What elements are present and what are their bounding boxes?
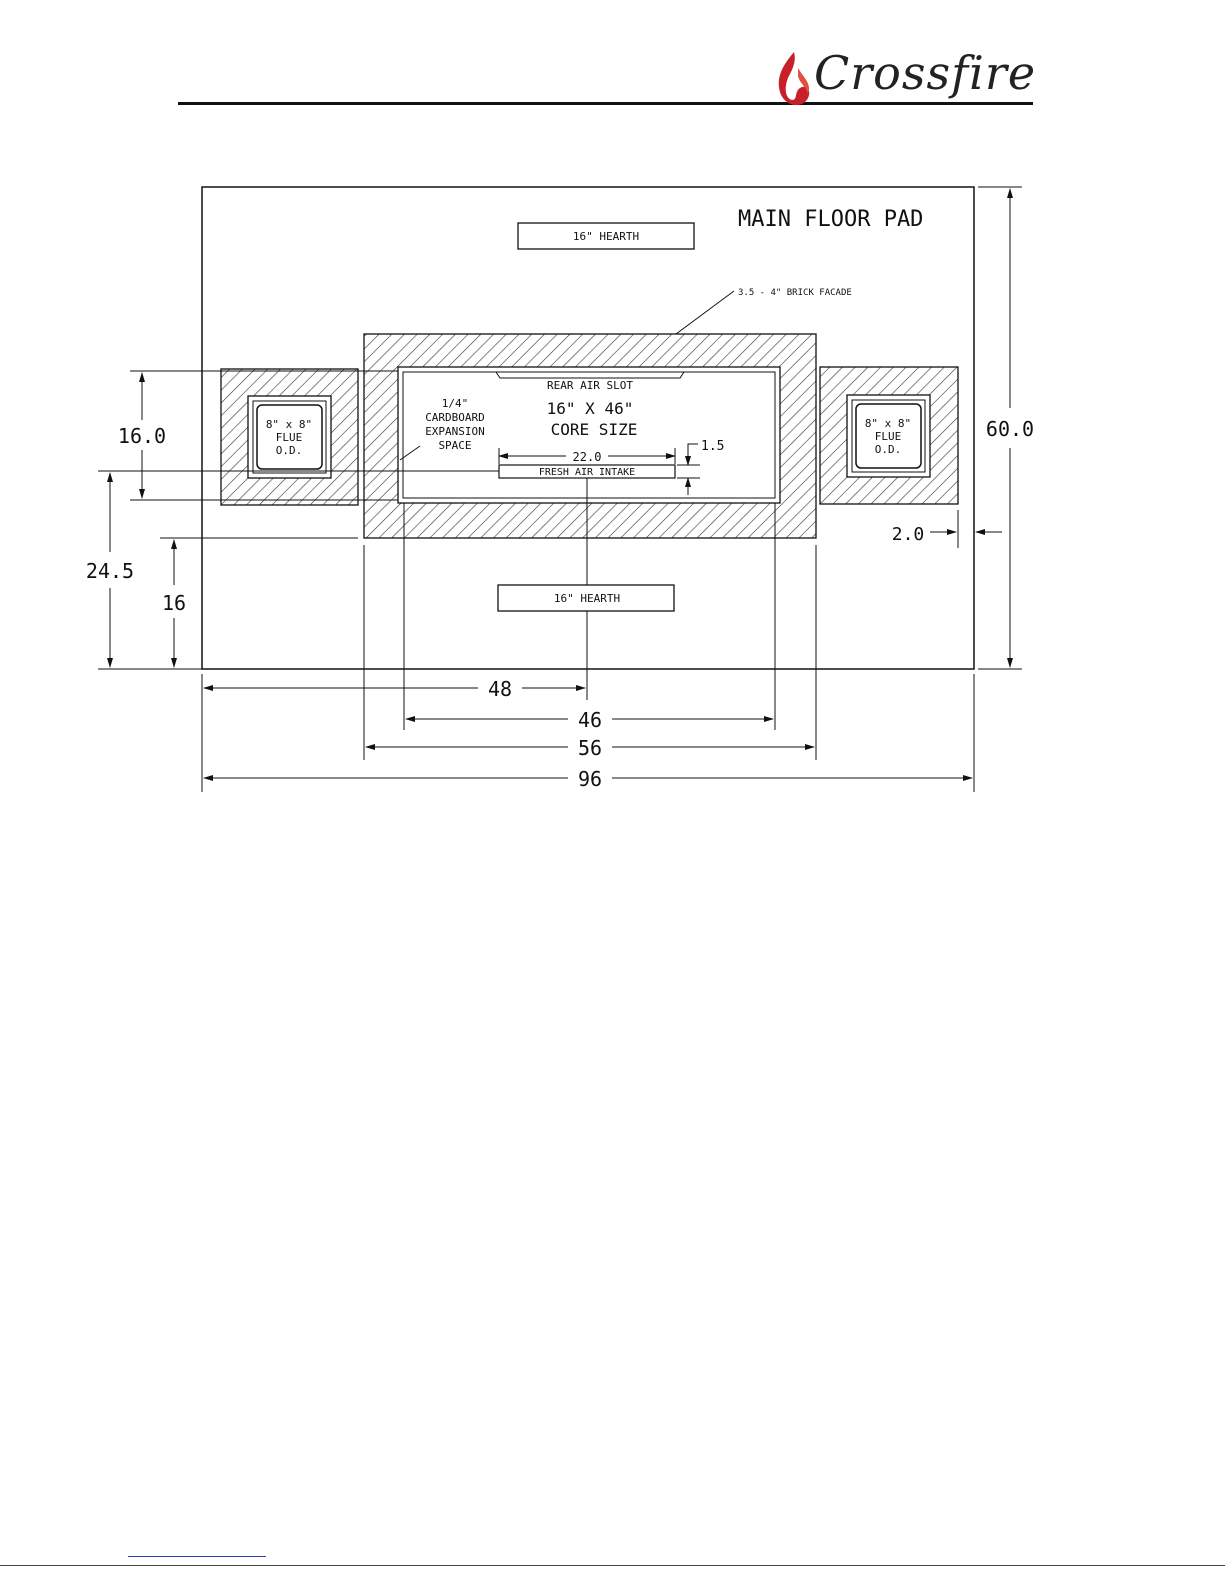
dim-16-label: 16 (161, 591, 187, 615)
hearth-top-label: 16" HEARTH (572, 230, 640, 243)
footer-link-underline[interactable] (128, 1556, 266, 1557)
dim-1-5-label: 1.5 (701, 439, 725, 454)
flue-right-line-2: FLUE (874, 430, 902, 443)
footer-rule (0, 1565, 1225, 1566)
rear-air-slot-label: REAR AIR SLOT (546, 379, 634, 392)
dim-22-label: 22.0 (572, 450, 602, 464)
core-size-line1: 16" X 46" (546, 399, 634, 418)
cardboard-line-3: EXPANSION (425, 425, 485, 438)
dim-46-label: 46 (577, 708, 603, 732)
dim-2-label: 2.0 (891, 524, 925, 545)
flue-left-line-2: FLUE (275, 431, 303, 444)
dim-24-5-label: 24.5 (85, 559, 135, 583)
fresh-air-intake-label: FRESH AIR INTAKE (538, 467, 636, 478)
dim-48-label: 48 (487, 677, 513, 701)
brick-facade-leader (676, 291, 734, 334)
dim-16-0-label: 16.0 (117, 424, 167, 448)
dim-96-label: 96 (577, 767, 603, 791)
hearth-bottom-label: 16" HEARTH (553, 592, 621, 605)
brand-wordmark: Crossfire (814, 46, 1037, 100)
flue-right-line-3: O.D. (874, 443, 902, 456)
flue-right-line-1: 8" x 8" (864, 417, 912, 430)
dim-56-label: 56 (577, 736, 603, 760)
cardboard-line-4: SPACE (438, 439, 472, 452)
cardboard-line-1: 1/4" (441, 397, 469, 410)
brick-facade-label: 3.5 - 4" BRICK FACADE (738, 288, 852, 298)
cardboard-line-2: CARDBOARD (425, 411, 485, 424)
dim-60-label: 60.0 (985, 417, 1035, 441)
flue-left-line-1: 8" x 8" (265, 418, 313, 431)
flue-left-line-3: O.D. (275, 444, 303, 457)
core-size-line2: CORE SIZE (550, 420, 638, 439)
pad-title: MAIN FLOOR PAD (738, 207, 924, 232)
